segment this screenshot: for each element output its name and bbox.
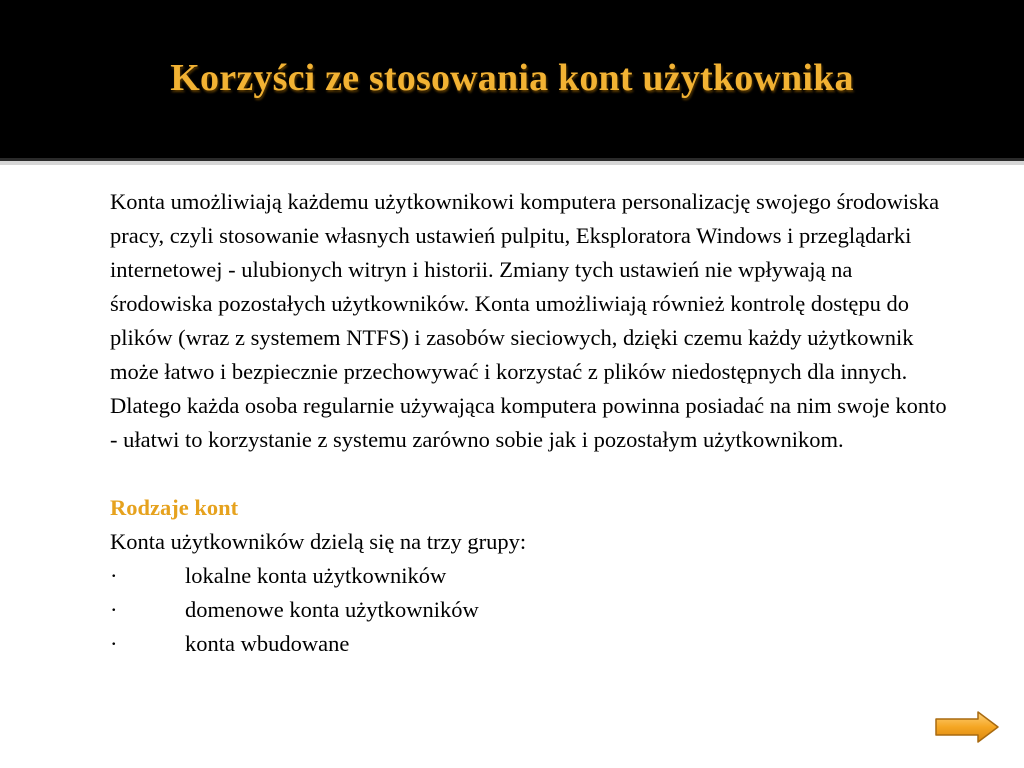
body-paragraph: Konta umożliwiają każdemu użytkownikowi komputera personalizację swojego środowiska pracy, czyli stosowanie własnych ustawień pulpitu, Eksploratora Windows i przeglądarki internetowej - ulubionych witryn i historii. Zmiany tych ustawień nie wpływają na środowiska pozostałych użytkowników. Konta umożliwiają również kontrolę dostępu do plików (wraz z systemem NTFS) i zasobów sieciowych, dzięki czemu każdy użytkownik może łatwo i bezpiecznie przechowywać i korzystać z plików niedostępnych dla innych. Dlatego każda osoba regularnie używająca komputera powinna posiadać na nim swoje konto - ułatwi to korzystanie z systemu zarówno sobie jak i pozostałym użytkownikom. [110,189,947,452]
list-item [110,593,950,627]
spacer [110,457,950,491]
section-subheading: Rodzaje kont [110,495,239,520]
right-arrow-icon [934,710,1000,744]
list-item-text: konta wbudowane [185,631,350,656]
list-item [110,559,950,593]
bullet-icon: · [110,563,118,588]
list-item-text: lokalne konta użytkowników [185,563,447,588]
list-item-text: domenowe konta użytkowników [185,597,479,622]
bullet-icon: · [110,597,118,622]
slide-content [110,185,950,661]
list-intro: Konta użytkowników dzielą się na trzy grupy: [110,529,527,554]
next-slide-button[interactable] [934,710,1000,744]
account-types-list [110,559,950,661]
slide-title: Korzyści ze stosowania kont użytkownika [170,57,854,99]
divider-light [0,161,1024,165]
bullet-icon: · [110,631,118,656]
list-item [110,627,950,661]
